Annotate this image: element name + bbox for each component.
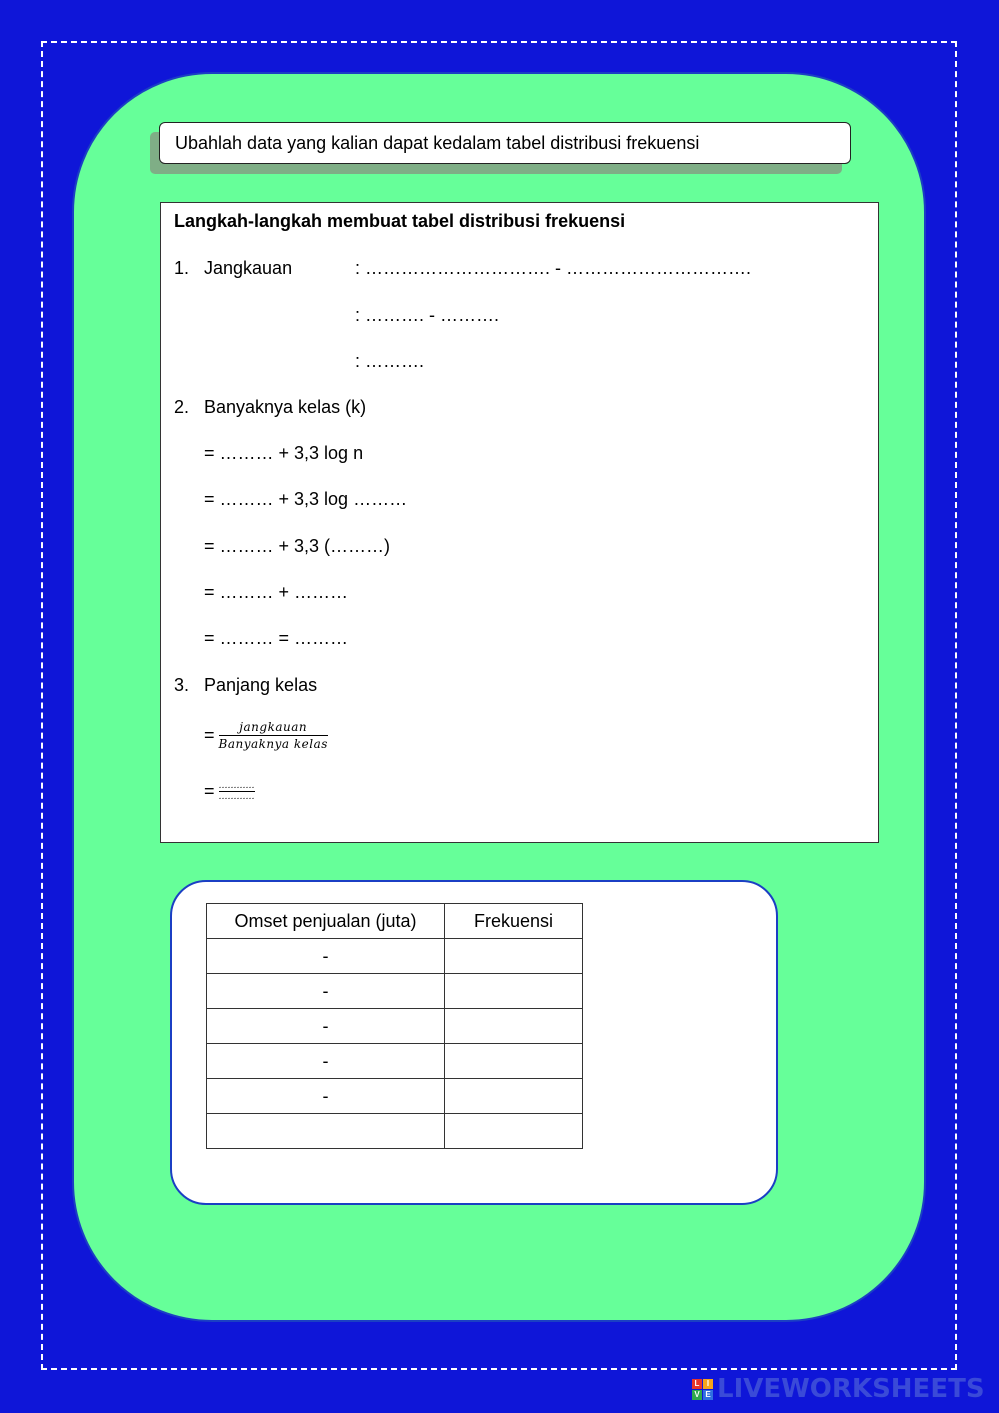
logo-letter: E	[703, 1390, 713, 1400]
omset-cell[interactable]	[207, 1114, 445, 1149]
column-header-frekuensi: Frekuensi	[445, 904, 583, 939]
steps-heading: Langkah-langkah membuat tabel distribusi frekuensi	[174, 211, 626, 231]
liveworksheets-watermark	[692, 1373, 985, 1405]
column-header-omset: Omset penjualan (juta)	[207, 904, 445, 939]
logo-letter: I	[703, 1379, 713, 1389]
step2-line: = ……… + 3,3 log n	[204, 443, 364, 463]
step1-line2: : ………. - ……….	[355, 305, 499, 325]
omset-cell[interactable]: -	[207, 974, 445, 1009]
equals-sign: =	[204, 725, 215, 745]
omset-cell[interactable]: -	[207, 939, 445, 974]
step3-label: Panjang kelas	[204, 675, 318, 695]
instruction-box	[159, 122, 851, 164]
step2-label: Banyaknya kelas (k)	[204, 397, 367, 417]
table-row	[207, 939, 583, 974]
table-row	[207, 974, 583, 1009]
omset-cell[interactable]: -	[207, 1079, 445, 1114]
table-header-row	[207, 904, 583, 939]
frequency-table	[206, 903, 583, 1149]
step2-line: = ……… + ………	[204, 582, 349, 602]
step2-line: = ……… + 3,3 (………)	[204, 536, 391, 556]
fraction-denominator: Banyaknya kelas	[218, 737, 328, 751]
frekuensi-cell[interactable]	[445, 1009, 583, 1044]
table-row	[207, 1114, 583, 1149]
frekuensi-cell[interactable]	[445, 974, 583, 1009]
liveworksheets-logo-icon	[692, 1379, 713, 1400]
instruction-text: Ubahlah data yang kalian dapat kedalam tabel distribusi frekuensi	[175, 133, 700, 153]
frekuensi-cell[interactable]	[445, 1044, 583, 1079]
fraction-numerator: jangkauan	[239, 720, 308, 734]
fraction-numerator-blank: …………	[218, 781, 255, 791]
table-row	[207, 1079, 583, 1114]
panjang-kelas-formula	[204, 719, 328, 752]
frekuensi-cell[interactable]	[445, 939, 583, 974]
step2-number: 2.	[174, 397, 190, 417]
step2-line: = ……… + 3,3 log ………	[204, 489, 408, 509]
steps-box	[160, 202, 879, 843]
step1-line1: : …………………………. - ………………………….	[355, 258, 751, 278]
logo-letter: L	[692, 1379, 702, 1389]
omset-cell[interactable]: -	[207, 1044, 445, 1079]
frekuensi-cell[interactable]	[445, 1114, 583, 1149]
step1-number: 1.	[174, 258, 190, 278]
step3-number: 3.	[174, 675, 190, 695]
table-row	[207, 1044, 583, 1079]
frekuensi-cell[interactable]	[445, 1079, 583, 1114]
equals-sign: =	[204, 781, 215, 801]
fraction-denominator-blank: …………	[218, 792, 255, 802]
step1-label: Jangkauan	[204, 258, 293, 278]
step1-line3: : ……….	[355, 351, 425, 371]
table-row	[207, 1009, 583, 1044]
panjang-kelas-blank-formula	[204, 781, 255, 802]
watermark-text: LIVEWORKSHEETS	[717, 1374, 985, 1404]
logo-letter: V	[692, 1390, 702, 1400]
step2-line: = ……… = ………	[204, 628, 349, 648]
omset-cell[interactable]: -	[207, 1009, 445, 1044]
